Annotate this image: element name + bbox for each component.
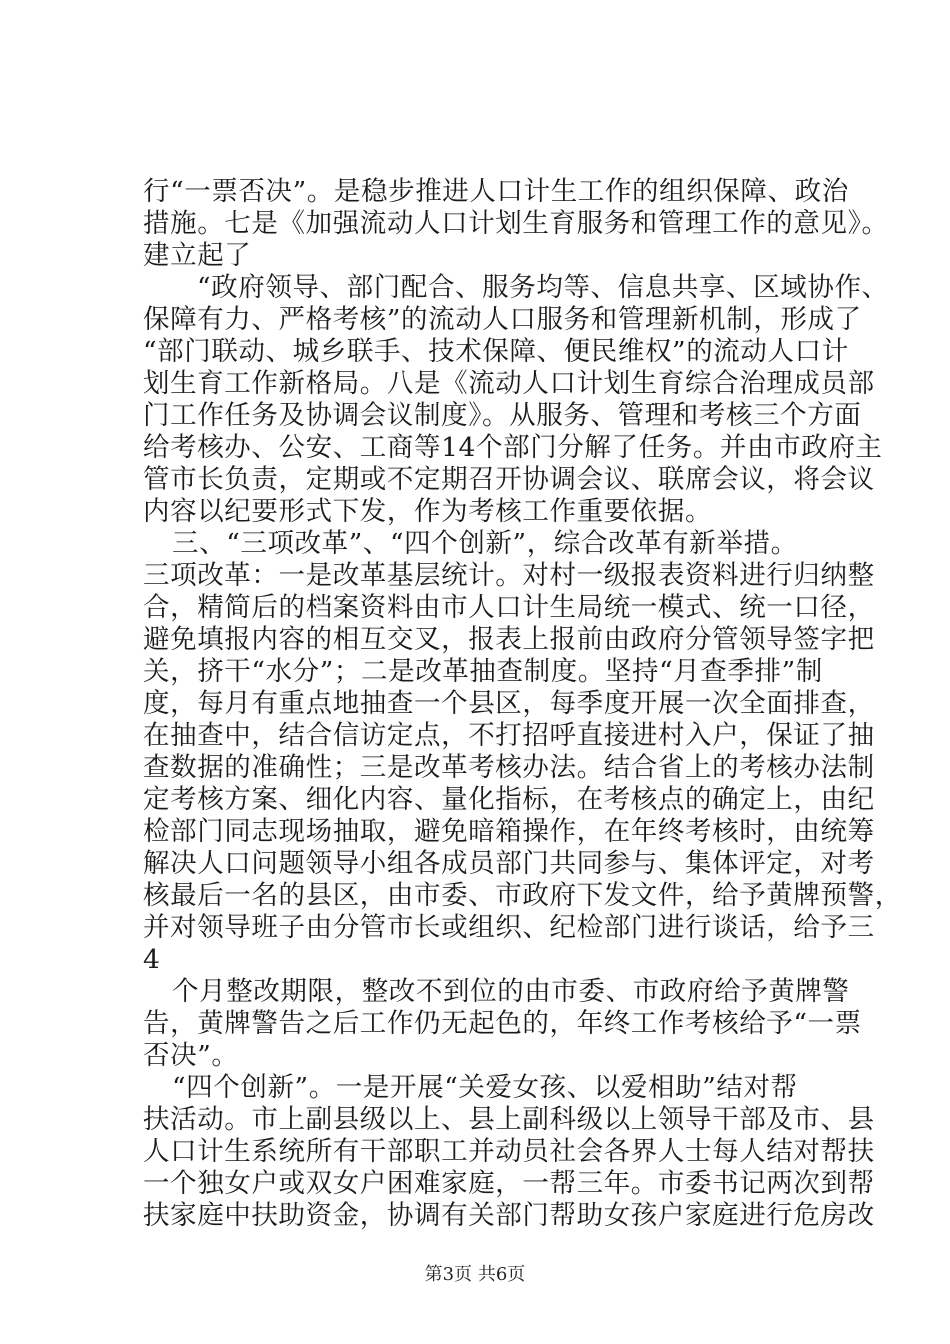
- text-line: 度，每月有重点地抽查一个县区，每季度开展一次全面排查，: [143, 688, 875, 719]
- text-line: 合，精简后的档案资料由市人口计生局统一模式、统一口径，: [143, 592, 875, 623]
- stray-page-number: 4: [143, 944, 161, 975]
- text-line: 三项改革：一是改革基层统计。对村一级报表资料进行归纳整: [143, 560, 875, 591]
- text-line: 在抽查中，结合信访定点，不打招呼直接进村入户，保证了抽: [143, 720, 875, 751]
- page-footer: 第3页 共6页: [424, 1264, 526, 1285]
- text-line: 管市长负责，定期或不定期召开协调会议、联席会议，将会议: [143, 464, 875, 495]
- text-line: 一个独女户或双女户困难家庭，一帮三年。市委书记两次到帮: [143, 1168, 875, 1199]
- text-line: “四个创新”。一是开展“关爱女孩、以爱相助”结对帮: [172, 1072, 798, 1103]
- text-line: 扶家庭中扶助资金，协调有关部门帮助女孩户家庭进行危房改: [143, 1200, 875, 1231]
- text-line: 扶活动。市上副县级以上、县上副科级以上领导干部及市、县: [143, 1104, 875, 1135]
- text-line: 给考核办、公安、工商等14个部门分解了任务。并由市政府主: [143, 432, 883, 463]
- text-line: 定考核方案、细化内容、量化指标，在考核点的确定上，由纪: [143, 784, 875, 815]
- text-line: 措施。七是《加强流动人口计划生育服务和管理工作的意见》。: [143, 208, 889, 239]
- text-line: 个月整改期限，整改不到位的由市委、市政府给予黄牌警: [172, 976, 850, 1007]
- text-line: 否决”。: [143, 1040, 239, 1071]
- text-line: 关，挤干“水分”；二是改革抽查制度。坚持“月查季排”制: [143, 656, 823, 687]
- text-line: 内容以纪要形式下发，作为考核工作重要依据。: [143, 496, 713, 527]
- text-line: 并对领导班子由分管市长或组织、纪检部门进行谈话，给予三: [143, 912, 875, 943]
- text-line: 避免填报内容的相互交叉，报表上报前由政府分管领导签字把: [143, 624, 875, 655]
- text-line: 建立起了: [143, 240, 252, 271]
- text-line: 划生育工作新格局。八是《流动人口计划生育综合治理成员部: [143, 368, 875, 399]
- text-line: 人口计生系统所有干部职工并动员社会各界人士每人结对帮扶: [143, 1136, 875, 1167]
- text-line: 核最后一名的县区，由市委、市政府下发文件，给予黄牌预警，: [143, 880, 902, 911]
- section-heading: 三、“三项改革”、“四个创新”，综合改革有新举措。: [172, 528, 798, 559]
- text-line: 行“一票否决”。是稳步推进人口计生工作的组织保障、政治: [143, 176, 849, 207]
- text-line: “部门联动、城乡联手、技术保障、便民维权”的流动人口计: [143, 336, 849, 367]
- text-line: 保障有力、严格考核”的流动人口服务和管理新机制，形成了: [143, 304, 862, 335]
- text-line: “政府领导、部门配合、服务均等、信息共享、区域协作、: [197, 272, 889, 303]
- text-line: 门工作任务及协调会议制度》。从服务、管理和考核三个方面: [143, 400, 862, 431]
- text-line: 检部门同志现场抽取，避免暗箱操作，在年终考核时，由统筹: [143, 816, 875, 847]
- text-line: 告，黄牌警告之后工作仍无起色的，年终工作考核给予“一票: [143, 1008, 862, 1039]
- text-line: 解决人口问题领导小组各成员部门共同参与、集体评定，对考: [143, 848, 875, 879]
- text-line: 查数据的准确性；三是改革考核办法。结合省上的考核办法制: [143, 752, 875, 783]
